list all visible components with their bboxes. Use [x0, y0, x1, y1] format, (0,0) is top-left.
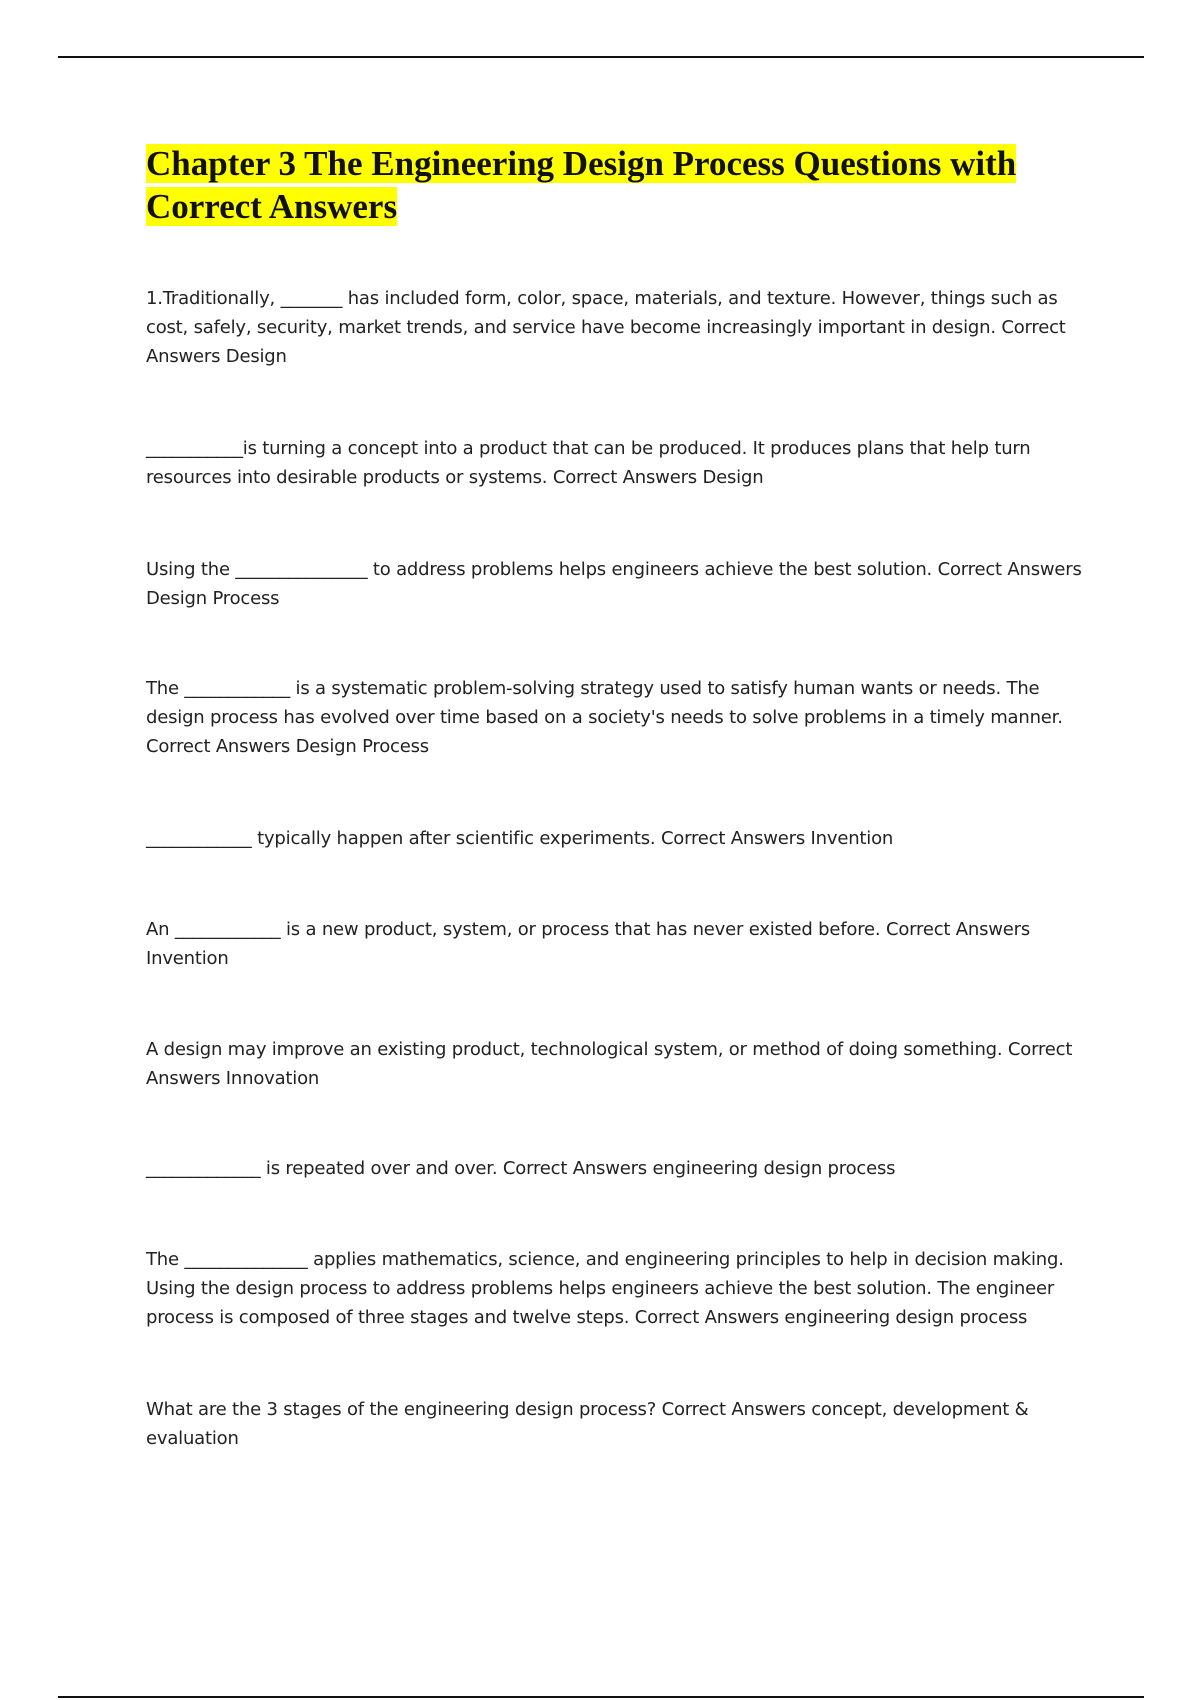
qa-item-8: _____________ is repeated over and over. Correct Answers engineering design process	[146, 1158, 896, 1179]
document-body	[146, 142, 1091, 1449]
title-highlight: Chapter 3 The Engineering Design Process Questions with Correct Answers	[146, 144, 1017, 226]
qa-item-1: 1.Traditionally, _______ has included form, color, space, materials, and texture. However, things such as cost, safely, security, market trends, and service have become increasingly important in design. Correct Answers Design	[146, 288, 1066, 367]
qa-item-10: What are the 3 stages of the engineering design process? Correct Answers concept, development & evaluation	[146, 1399, 1029, 1449]
qa-item-3: Using the _______________ to address problems helps engineers achieve the best solution. Correct Answers Design Process	[146, 559, 1082, 609]
bottom-rule	[58, 1696, 1144, 1698]
qa-item-4: The ____________ is a systematic problem-solving strategy used to satisfy human wants or needs. The design process has evolved over time based on a society's needs to solve problems in a timely manner. Correct Answers Design Process	[146, 678, 1063, 757]
qa-item-9: The ______________ applies mathematics, science, and engineering principles to help in decision making. Using the design process to address problems helps engineers achieve the best solution. The engineer process is composed of three stages and twelve steps. Correct Answers engineering design process	[146, 1249, 1064, 1328]
qa-item-6: An ____________ is a new product, system, or process that has never existed before. Correct Answers Invention	[146, 919, 1031, 969]
qa-item-7: A design may improve an existing product, technological system, or method of doing something. Correct Answers Innovation	[146, 1039, 1073, 1089]
top-rule	[58, 56, 1144, 58]
qa-item-5: ____________ typically happen after scientific experiments. Correct Answers Invention	[146, 828, 894, 849]
qa-item-2: ___________is turning a concept into a product that can be produced. It produces plans that help turn resources into desirable products or systems. Correct Answers Design	[146, 438, 1031, 488]
document-title	[146, 142, 1091, 228]
